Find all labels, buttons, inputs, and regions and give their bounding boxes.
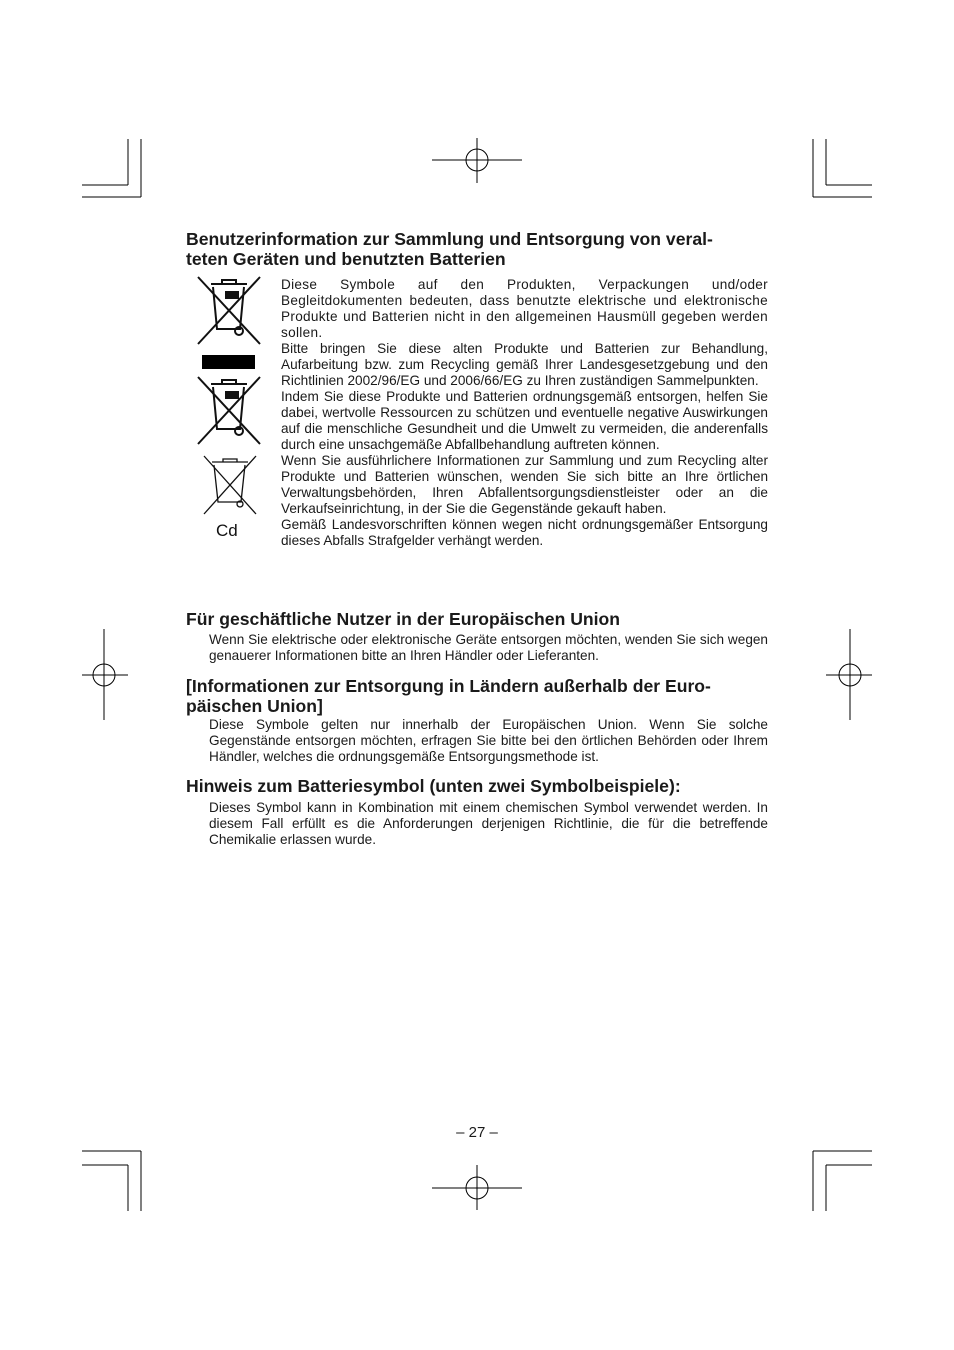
crop-mark-top-left — [82, 139, 141, 197]
heading-outside-eu: [Informationen zur Entsorgung in Ländern außerhalb der Euro- päischen Union] — [186, 676, 711, 716]
heading-business-users: Für geschäftliche Nutzer in der Europäischen Union — [186, 609, 621, 629]
disposal-info-text — [281, 277, 768, 549]
crossed-out-wheelie-bin-icon — [198, 377, 260, 444]
paragraph: Bitte bringen Sie diese alten Produkte und Batterien zur Behandlung, Aufarbeitung bzw. zum Recycling gemäß Ihrer Landesgesetzgebung und den Richtlinien 2002/96/EG und 2006/66/EG zu Ihren zuständigen Sammelpunkten. — [281, 341, 768, 388]
disposal-symbols — [194, 274, 264, 542]
paragraph: Diese Symbole auf den Produkten, Verpackungen und/oder Begleitdokumenten bedeuten, dass benutzte elektrische und elektronische Produkte und Batterien nicht in den allgemeinen Hausmüll gegeben werden sollen. — [281, 277, 768, 340]
crop-mark-bottom-right — [813, 1151, 872, 1211]
outside-eu-text: Diese Symbole gelten nur innerhalb der Europäischen Union. Wenn Sie solche Gegenstände entsorgen möchten, erfragen Sie bitte bei den örtlichen Behörden oder Ihrem Händler, welches die ordnungsgemäße Entsorgungsmethode ist. — [209, 717, 768, 764]
heading-battery-symbol: Hinweis zum Batteriesymbol (unten zwei Symbolbeispiele): — [186, 776, 681, 796]
cadmium-symbol: Cd — [216, 521, 238, 540]
battery-symbol-text: Dieses Symbol kann in Kombination mit einem chemischen Symbol verwendet werden. In diesem Fall erfüllt es die Anforderungen derjenigen Richtlinie, die für die betreffende Chemikalie erlassen wurde. — [209, 800, 768, 847]
crossed-out-wheelie-bin-icon — [198, 277, 260, 344]
crossed-out-wheelie-bin-cd-icon — [204, 456, 256, 514]
paragraph: Gemäß Landesvorschriften können wegen nicht ordnungsgemäßer Entsorgung dieses Abfalls Strafgelder verhängt werden. — [281, 517, 768, 548]
crop-mark-top-right — [813, 139, 872, 197]
business-users-text: Wenn Sie elektrische oder elektronische Geräte entsorgen möchten, wenden Sie sich wegen genauerer Informationen bitte an Ihren Händler oder Lieferanten. — [209, 632, 768, 663]
registration-mark-bottom — [432, 1165, 522, 1210]
page-number: – 27 – — [456, 1124, 498, 1141]
main-heading: Benutzerinformation zur Sammlung und Entsorgung von veral- teten Geräten und benutzten Batterien — [186, 229, 713, 269]
crop-mark-bottom-left — [82, 1151, 141, 1211]
paragraph: Wenn Sie ausführlichere Informationen zur Sammlung und zum Recycling alter Produkte und Batterien wünschen, wenden Sie sich bitte an Ihre örtlichen Verwaltungsbehörden, Ihren Abfallentsorgungsdienstleister oder an die Verkaufseinrichtung, in der Sie die Gegenstände gekauft haben. — [281, 453, 768, 516]
registration-mark-right — [826, 629, 872, 720]
registration-mark-left — [82, 629, 128, 720]
black-bar-icon — [202, 355, 255, 369]
paragraph: Indem Sie diese Produkte und Batterien ordnungsgemäß entsorgen, helfen Sie dabei, wertvolle Ressourcen zu schützen und eventuelle negative Auswirkungen auf die menschliche Gesundheit und die Umwelt zu vermeiden, die anderenfalls durch eine unsachgemäße Abfallbehandlung auftreten können. — [281, 389, 768, 452]
registration-mark-top — [432, 138, 522, 183]
